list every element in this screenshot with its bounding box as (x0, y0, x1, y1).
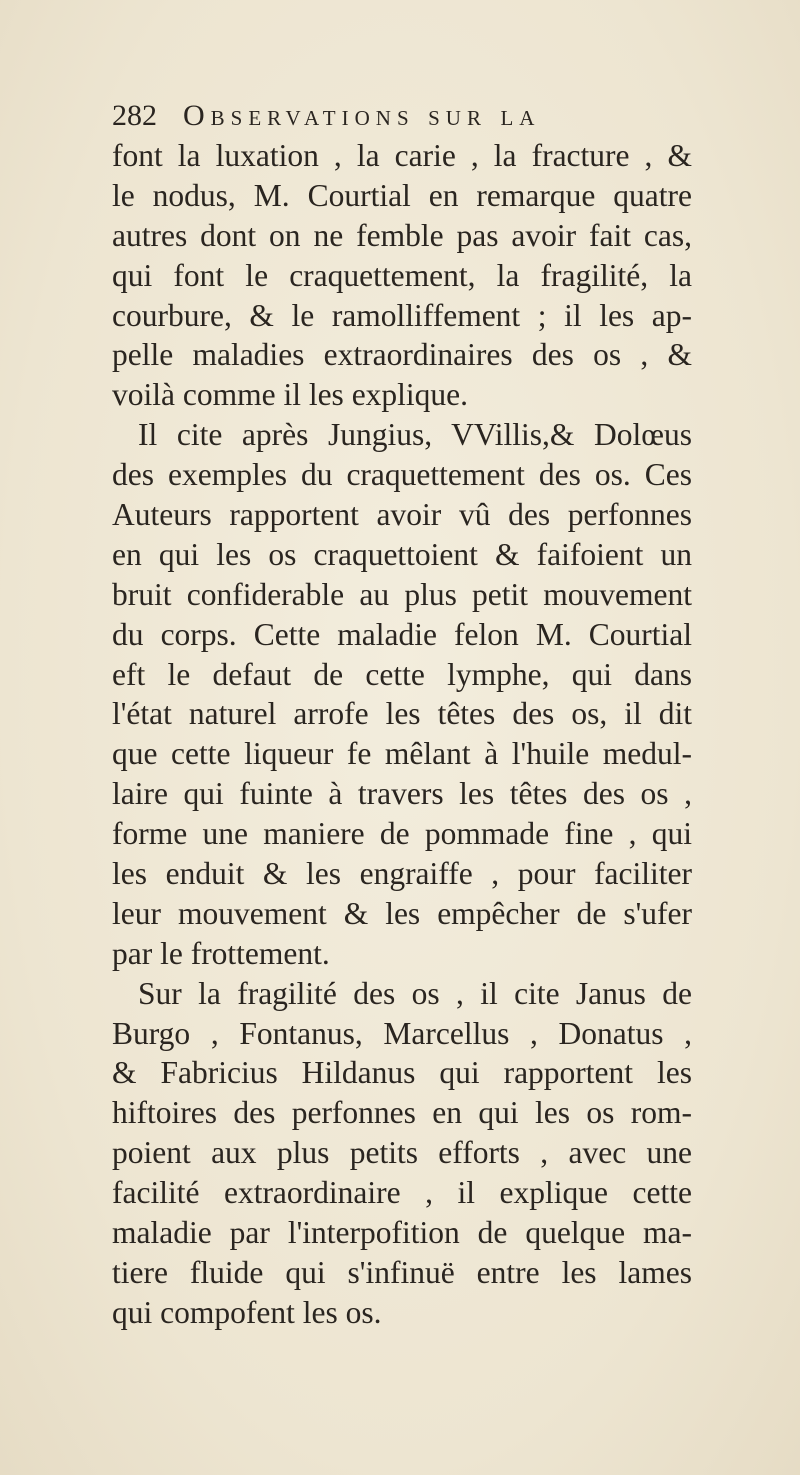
text-line: autres dont on ne femble pas avoir fait cas, (112, 217, 692, 253)
text-line: pelle maladies extraordinaires des os , & (112, 337, 692, 373)
text-line: font la luxation , la carie , la fracture , & (112, 138, 692, 173)
text-line: poient aux plus petits efforts , avec une (112, 1135, 692, 1171)
text-line: Sur la fragilité des os , il cite Janus de (138, 975, 692, 1011)
text-line: maladie par l'interpofition de quelque ma- (112, 1215, 692, 1251)
text-line: voilà comme il les explique. (112, 377, 469, 413)
text-line: les enduit & les engraiffe , pour faciliter (112, 856, 692, 892)
text-line: en qui les os craquettoient & faifoient un (112, 536, 692, 572)
text-line: l'état naturel arrofe les têtes des os, il dit (112, 696, 692, 732)
text-line: hiftoires des perfonnes en qui les os rom- (112, 1095, 692, 1131)
text-line: bruit confiderable au plus petit mouvement (112, 576, 692, 612)
text-line: que cette liqueur fe mêlant à l'huile medul- (112, 736, 692, 772)
body-text (112, 136, 692, 1333)
text-line: le nodus, M. Courtial en remarque quatre (112, 177, 692, 213)
page-header (112, 94, 692, 138)
text-line: qui compofent les os. (112, 1294, 382, 1330)
page-number: 282 (112, 99, 157, 132)
text-line: du corps. Cette maladie felon M. Courtial (112, 616, 692, 652)
text-line: des exemples du craquettement des os. Ces (112, 457, 692, 493)
text-line: eft le defaut de cette lymphe, qui dans (112, 656, 692, 692)
text-line: qui font le craquettement, la fragilité, la (112, 257, 692, 293)
text-line: tiere fluide qui s'infinuë entre les lames (112, 1254, 692, 1290)
running-title: Observations sur la (183, 99, 541, 132)
text-line: & Fabricius Hildanus qui rapportent les (112, 1055, 692, 1091)
text-line: par le frottement. (112, 935, 330, 971)
text-line: courbure, & le ramolliffement ; il les ap- (112, 297, 692, 333)
text-line: laire qui fuinte à travers les têtes des os , (112, 776, 692, 812)
text-line: forme une maniere de pommade fine , qui (112, 816, 692, 852)
text-line: leur mouvement & les empêcher de s'ufer (112, 895, 692, 931)
text-line: Burgo , Fontanus, Marcellus , Donatus , (112, 1015, 692, 1051)
text-line: Auteurs rapportent avoir vû des perfonnes (112, 497, 692, 533)
text-line: Il cite après Jungius, VVillis,& Dolœus (138, 417, 692, 453)
text-line: facilité extraordinaire , il explique cette (112, 1175, 692, 1211)
